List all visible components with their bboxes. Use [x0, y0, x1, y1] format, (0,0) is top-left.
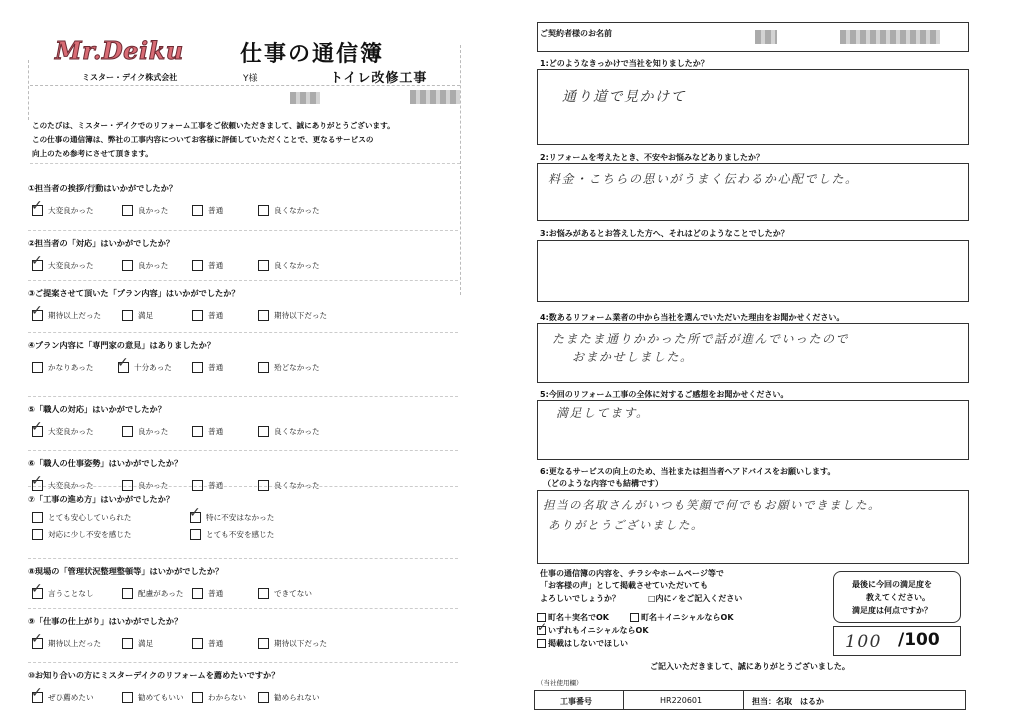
checkbox[interactable]: [31, 303, 43, 321]
q5-option-2[interactable]: [122, 426, 168, 437]
option-label: 普通: [208, 363, 224, 372]
option-label: 普通: [208, 311, 224, 320]
redacted-block: [290, 92, 320, 104]
q9-option-1[interactable]: [31, 631, 102, 649]
answer-4-line-1: たまたま通りかかった所で話が進んでいったので: [552, 332, 850, 346]
checkbox[interactable]: [32, 362, 43, 373]
q1-option-1[interactable]: [31, 198, 94, 216]
q2-option-4[interactable]: [258, 260, 320, 271]
checkbox[interactable]: [122, 260, 133, 271]
question-8: ⑧現場の「管理状況整理整頓等」はいかがでしたか？: [28, 566, 224, 576]
answer-6-line-1: 担当の名取さんがいつも笑顔で何でもお願いできました。: [543, 498, 881, 512]
answer-5: 満足してます。: [556, 406, 650, 420]
option-label: 期待以上だった: [48, 639, 102, 648]
separator: [30, 85, 460, 86]
check-mark-icon: ✓: [117, 355, 129, 371]
option-label: 十分あった: [134, 363, 172, 372]
question-1: 1:どのようなきっかけで当社を知りましたか？: [540, 59, 709, 68]
q7-option-4[interactable]: [190, 529, 274, 540]
option-label: 大変良かった: [48, 427, 94, 436]
document-title: 仕事の通信簿: [240, 42, 385, 67]
q4-option-3[interactable]: [192, 362, 223, 373]
question-2: ②担当者の「対応」はいかがでしたか？: [28, 238, 175, 248]
option-label: 良かった: [138, 427, 169, 436]
checkbox[interactable]: [258, 638, 269, 649]
checkbox[interactable]: [122, 692, 133, 703]
publish-hint: □内に✓をご記入ください: [648, 594, 743, 603]
checkbox[interactable]: [31, 581, 43, 599]
checkbox[interactable]: [192, 426, 203, 437]
option-label: 良くなかった: [274, 261, 320, 270]
option-label: 良かった: [138, 206, 169, 215]
answer-1: 通り道で見かけて: [562, 89, 686, 105]
q8-option-2[interactable]: [122, 588, 184, 599]
checkbox[interactable]: [192, 692, 203, 703]
checkbox[interactable]: [31, 419, 43, 437]
option-label: ぜひ薦めたい: [48, 693, 94, 702]
q2-option-1[interactable]: [31, 253, 94, 271]
option-label: 対応に少し不安を感じた: [48, 530, 132, 539]
option-label: 良かった: [138, 481, 169, 490]
option-label: 満足: [138, 311, 154, 320]
redacted-block: [840, 30, 940, 44]
option-label: 言うことなし: [48, 589, 94, 598]
checkbox[interactable]: [32, 512, 43, 523]
checkbox[interactable]: [258, 205, 269, 216]
checkbox[interactable]: [258, 362, 269, 373]
option-label: 大変良かった: [48, 206, 94, 215]
question-3: ③ご提案させて頂いた「プラン内容」はいかがでしたか？: [28, 288, 240, 298]
publish-option-1[interactable]: 町名＋実名でOK: [537, 612, 609, 623]
checkbox[interactable]: [122, 310, 133, 321]
checkbox[interactable]: [258, 588, 269, 599]
option-label: 良くなかった: [274, 481, 320, 490]
question-6-note: （どのような内容でも結構です）: [543, 479, 663, 488]
q9-option-2[interactable]: [122, 638, 153, 649]
question-2: 2:リフォームを考えたとき、不安やお悩みなどありましたか？: [540, 153, 765, 162]
option-label: かなりあった: [48, 363, 94, 372]
name-label: ご契約者様のお名前: [540, 29, 612, 38]
publish-option-2[interactable]: 町名＋イニシャルならOK: [630, 612, 734, 623]
checkbox[interactable]: [31, 253, 43, 271]
q3-option-4[interactable]: [258, 310, 327, 321]
option-label: 良くなかった: [274, 206, 320, 215]
q10-option-4[interactable]: [258, 692, 320, 703]
q9-option-4[interactable]: [258, 638, 327, 649]
question-5: 5:今回のリフォーム工事の全体に対するご感想をお聞かせください。: [540, 390, 789, 399]
checkbox[interactable]: [192, 260, 203, 271]
checkbox[interactable]: [258, 260, 269, 271]
question-10: ⑩お知り合いの方にミスターデイクのリフォームを薦めたいですか？: [28, 670, 280, 680]
checkbox[interactable]: [537, 639, 546, 648]
separator: [28, 332, 458, 333]
question-6: ⑥「職人の仕事姿勢」はいかがでしたか？: [28, 458, 183, 468]
checkbox[interactable]: [192, 588, 203, 599]
option-label: 普通: [208, 427, 224, 436]
score-question-1: 最後に今回の満足度を: [852, 580, 932, 589]
company-name: ミスター・デイク株式会社: [82, 73, 178, 82]
option-label: 勧めてもいい: [138, 693, 184, 702]
separator: [28, 396, 458, 397]
q5-option-3[interactable]: [192, 426, 223, 437]
q1-option-4[interactable]: [258, 205, 320, 216]
intro-line-2: この仕事の通信簿は、弊社の工事内容についてお客様に評価していただくことで、更なるサービスの: [32, 135, 374, 144]
score-question-2: 教えてください。: [866, 593, 930, 602]
option-label: 普通: [208, 639, 224, 648]
option-label: 勧められない: [274, 693, 320, 702]
q4-option-1[interactable]: [32, 362, 94, 373]
check-mark-icon: ✓: [31, 303, 43, 319]
q7-option-2[interactable]: [189, 505, 275, 523]
separator: [28, 230, 458, 231]
check-mark-icon: ✓: [189, 505, 201, 521]
publish-option-4[interactable]: 掲載はしないでほしい: [537, 638, 628, 649]
option-label: 良くなかった: [274, 427, 320, 436]
q2-option-2[interactable]: [122, 260, 168, 271]
checkbox[interactable]: [31, 198, 43, 216]
q8-option-3[interactable]: [192, 588, 223, 599]
check-mark-icon: ✓: [31, 198, 43, 214]
question-3: 3:お悩みがあるとお答えした方へ、それはどのようなことでしたか？: [540, 229, 789, 238]
separator: [30, 163, 460, 164]
option-label: 期待以上だった: [48, 311, 102, 320]
q3-option-2[interactable]: [122, 310, 153, 321]
option-label: 普通: [208, 481, 224, 490]
option-label: 期待以下だった: [274, 311, 328, 320]
separator: [28, 608, 458, 609]
question-4: ④プラン内容に「専門家の意見」はありましたか？: [28, 340, 216, 350]
checkbox[interactable]: [31, 685, 43, 703]
checkbox[interactable]: [258, 426, 269, 437]
option-label: 良かった: [138, 261, 169, 270]
q9-option-3[interactable]: [192, 638, 223, 649]
question-7: ⑦「工事の進め方」はいかがでしたか？: [28, 494, 175, 504]
separator: [28, 486, 458, 487]
checkbox[interactable]: [31, 631, 43, 649]
q4-option-2[interactable]: [117, 355, 172, 373]
score-value: 100: [845, 632, 882, 652]
checkbox[interactable]: [122, 426, 133, 437]
check-mark-icon: ✓: [31, 253, 43, 269]
publish-text-1: 仕事の通信簿の内容を、チラシやホームページ等で: [540, 569, 724, 578]
checkbox[interactable]: [258, 692, 269, 703]
q3-option-1[interactable]: [31, 303, 102, 321]
option-label: 殆どなかった: [274, 363, 320, 372]
checkbox[interactable]: [32, 529, 43, 540]
customer-name: Y様: [243, 74, 258, 84]
check-mark-icon: ✓: [31, 685, 43, 701]
q4-option-4[interactable]: [258, 362, 320, 373]
checkbox[interactable]: [192, 310, 203, 321]
q1-option-2[interactable]: [122, 205, 168, 216]
checkbox[interactable]: [190, 529, 201, 540]
checkbox[interactable]: [192, 205, 203, 216]
q8-option-1[interactable]: [31, 581, 94, 599]
intro-line-3: 向上のため参考にさせて頂きます。: [32, 149, 153, 158]
q7-option-1[interactable]: [32, 512, 132, 523]
work-name: トイレ改修工事: [330, 71, 428, 86]
option-label: とても安心していられた: [48, 513, 132, 522]
brand-logo: Mr.Deiku: [55, 36, 184, 65]
option-label: 特に不安はなかった: [206, 513, 275, 522]
q3-option-3[interactable]: [192, 310, 223, 321]
option-label: 大変良かった: [48, 481, 94, 490]
score-max: /100: [898, 630, 940, 650]
answer-box-1: [537, 69, 969, 145]
score-question-3: 満足度は何点ですか？: [852, 606, 932, 615]
check-mark-icon: ✓: [31, 631, 43, 647]
option-label: わからない: [208, 693, 246, 702]
checkbox[interactable]: [117, 355, 129, 373]
question-9: ⑨「仕事の仕上がり」はいかがでしたか？: [28, 616, 183, 626]
checkbox[interactable]: [630, 613, 639, 622]
checkbox[interactable]: [192, 638, 203, 649]
redacted-block: [755, 30, 777, 44]
q2-option-3[interactable]: [192, 260, 223, 271]
q5-option-4[interactable]: [258, 426, 320, 437]
checkbox[interactable]: [122, 205, 133, 216]
office-use-label: （当社使用欄）: [537, 679, 583, 687]
answer-4-line-2: おまかせしました。: [572, 350, 694, 364]
check-mark-icon: ✓: [31, 419, 43, 435]
work-number-label: 工事番号: [560, 697, 592, 706]
q10-option-1[interactable]: [31, 685, 94, 703]
option-label: 満足: [138, 639, 154, 648]
separator: [28, 450, 458, 451]
bleed-line: [28, 60, 29, 120]
work-number: HR220601: [660, 696, 703, 705]
intro-line-1: このたびは、ミスター・デイクでのリフォーム工事をご依頼いただきまして、誠にありがとうございます。: [32, 121, 395, 130]
staff-name: 担当：名取 はるか: [752, 697, 824, 706]
answer-2: 料金・こちらの思いがうまく伝わるか心配でした。: [548, 172, 859, 186]
question-5: ⑤「職人の対応」はいかがでしたか？: [28, 404, 166, 414]
checkbox[interactable]: [189, 505, 201, 523]
q10-option-2[interactable]: [122, 692, 184, 703]
checkbox[interactable]: [258, 310, 269, 321]
checkbox[interactable]: [122, 638, 133, 649]
option-label: 普通: [208, 261, 224, 270]
q8-option-4[interactable]: [258, 588, 312, 599]
option-label: 配慮があった: [138, 589, 184, 598]
answer-box-3: [537, 240, 969, 302]
q7-option-3[interactable]: [32, 529, 132, 540]
separator: [28, 280, 458, 281]
q10-option-3[interactable]: [192, 692, 246, 703]
q1-option-3[interactable]: [192, 205, 223, 216]
question-6: 6:更なるサービスの向上のため、当社または担当者へアドバイスをお願いします。: [540, 467, 836, 476]
answer-6-line-2: ありがとうございました。: [548, 518, 704, 532]
option-label: とても不安を感じた: [206, 530, 275, 539]
bleed-line: [460, 45, 461, 295]
separator: [28, 558, 458, 559]
check-mark-icon: ✓: [31, 473, 43, 489]
check-mark-icon: ✓: [31, 581, 43, 597]
q5-option-1[interactable]: [31, 419, 94, 437]
check-mark-icon: ✓: [537, 620, 548, 634]
option-label: 大変良かった: [48, 261, 94, 270]
checkbox[interactable]: [192, 362, 203, 373]
publish-text-3: よろしいでしょうか？: [540, 594, 620, 603]
option-label: できてない: [274, 589, 312, 598]
question-4: 4:数あるリフォーム業者の中から当社を選んでいただいた理由をお聞かせください。: [540, 313, 845, 322]
option-label: 期待以下だった: [274, 639, 328, 648]
question-1: ①担当者の挨拶/行動はいかがでしたか？: [28, 183, 178, 193]
checkbox[interactable]: [122, 588, 133, 599]
publish-option-3[interactable]: ✓ いずれもイニシャルならOK: [537, 620, 649, 635]
checkbox[interactable]: [537, 620, 548, 635]
option-label: 普通: [208, 206, 224, 215]
publish-text-2: 「お客様の声」として掲載させていただいても: [540, 581, 708, 590]
separator: [28, 662, 458, 663]
thanks-message: ご記入いただきまして、誠にありがとうございました。: [650, 662, 850, 671]
redacted-block: [410, 90, 460, 104]
option-label: 普通: [208, 589, 224, 598]
